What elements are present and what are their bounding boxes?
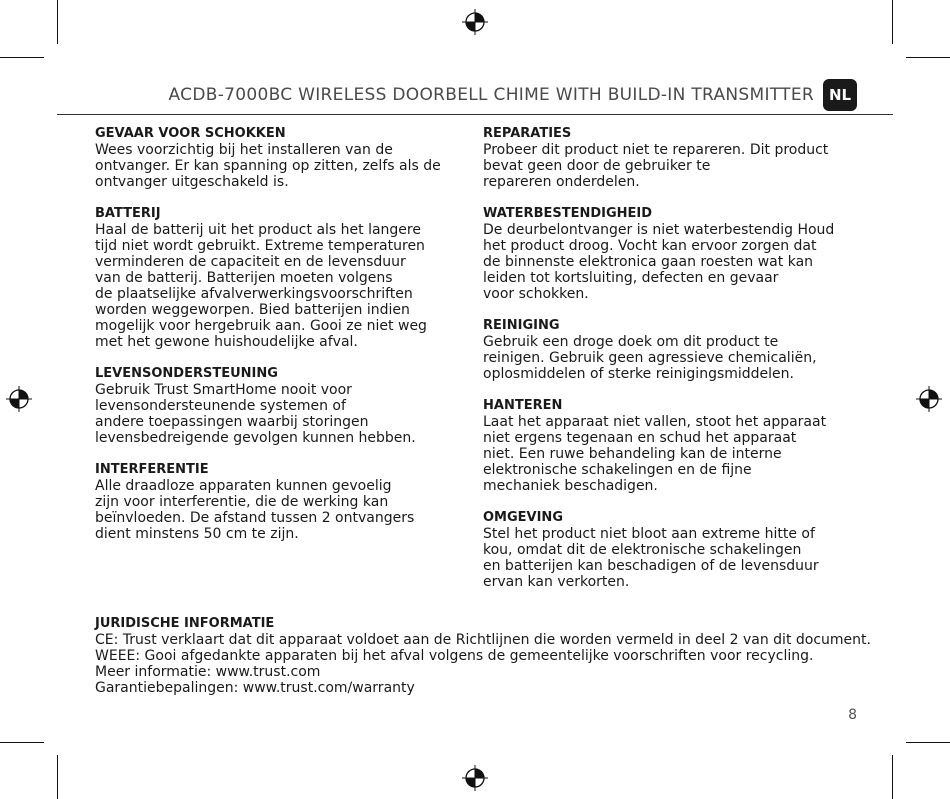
registration-mark-icon bbox=[916, 386, 942, 412]
legal-heading: JURIDISCHE INFORMATIE bbox=[95, 616, 275, 631]
section-heading: OMGEVING bbox=[483, 510, 563, 525]
crop-mark bbox=[892, 0, 893, 44]
section-heading: BATTERIJ bbox=[95, 206, 161, 221]
section-omgeving bbox=[483, 510, 868, 590]
section-heading: REPARATIES bbox=[483, 126, 572, 141]
legal-section bbox=[95, 616, 895, 696]
section-gevaar-voor-schokken bbox=[95, 126, 475, 190]
registration-mark-icon bbox=[462, 9, 488, 35]
crop-mark bbox=[0, 57, 44, 58]
crop-mark bbox=[57, 0, 58, 44]
section-interferentie bbox=[95, 462, 475, 542]
section-waterbestendigheid bbox=[483, 206, 868, 302]
section-batterij bbox=[95, 206, 475, 350]
right-column bbox=[483, 126, 868, 606]
section-body: Probeer dit product niet te repareren. Dit product bevat geen door de gebruiker te repareren onderdelen. bbox=[483, 142, 829, 190]
section-body: Gebruik Trust SmartHome nooit voor levensondersteunende systemen of andere toepassingen waarbij storingen levensbedreigende gevolgen kunnen hebben. bbox=[95, 382, 416, 446]
section-body: Wees voorzichtig bij het installeren van de ontvanger. Er kan spanning op zitten, zelfs als de ontvanger uitgeschakeld is. bbox=[95, 142, 441, 190]
section-body: De deurbelontvanger is niet waterbestendig Houd het product droog. Vocht kan ervoor zorgen dat de binnenste elektronica gaan roesten wat kan leiden tot kortsluiting, defecten en gevaar voor schokken. bbox=[483, 222, 835, 302]
section-reparaties bbox=[483, 126, 868, 190]
section-body: Laat het apparaat niet vallen, stoot het apparaat niet ergens tegenaan en schud het apparaat niet. Een ruwe behandeling kan de interne elektronische schakelingen en de fijne mechaniek beschadigen. bbox=[483, 414, 827, 494]
crop-mark bbox=[0, 742, 44, 743]
crop-mark bbox=[906, 57, 950, 58]
registration-mark-icon bbox=[462, 765, 488, 791]
section-body: Alle draadloze apparaten kunnen gevoelig zijn voor interferentie, die de werking kan beïnvloeden. De afstand tussen 2 ontvangers dient minstens 50 cm te zijn. bbox=[95, 478, 415, 542]
legal-warranty-line: Garantiebepalingen: www.trust.com/warranty bbox=[95, 680, 415, 696]
section-body: Gebruik een droge doek om dit product te reinigen. Gebruik geen agressieve chemicaliën, oplosmiddelen of sterke reinigingsmiddelen. bbox=[483, 334, 817, 382]
crop-mark bbox=[57, 755, 58, 799]
section-body: Haal de batterij uit het product als het langere tijd niet wordt gebruikt. Extreme temperaturen verminderen de capaciteit en de levensduur van de batterij. Batterijen moeten volgens de plaatselijke afvalverwerkingsvoorschriften worden weggeworpen. Bied batterijen indien mogelijk voor hergebruik aan. Gooi ze niet weg met het gewone huishoudelijke afval. bbox=[95, 222, 427, 350]
section-body: Stel het product niet bloot aan extreme hitte of kou, omdat dit de elektronische schakelingen en batterijen kan beschadigen of de levensduur ervan kan verkorten. bbox=[483, 526, 819, 590]
legal-weee-line: WEEE: Gooi afgedankte apparaten bij het afval volgens de gemeentelijke voorschriften voor recycling. bbox=[95, 648, 814, 664]
section-heading: LEVENSONDERSTEUNING bbox=[95, 366, 278, 381]
language-badge: NL bbox=[823, 79, 857, 111]
legal-ce-line: CE: Trust verklaart dat dit apparaat voldoet aan de Richtlijnen die worden vermeld in deel 2 van dit document. bbox=[95, 632, 871, 648]
document-title: ACDB-7000BC WIRELESS DOORBELL CHIME WITH BUILD-IN TRANSMITTER bbox=[168, 85, 814, 105]
registration-mark-icon bbox=[6, 386, 32, 412]
section-heading: WATERBESTENDIGHEID bbox=[483, 206, 653, 221]
section-levensondersteuning bbox=[95, 366, 475, 446]
crop-mark bbox=[906, 742, 950, 743]
section-heading: REINIGING bbox=[483, 318, 560, 333]
crop-mark bbox=[892, 755, 893, 799]
legal-more-info-line: Meer informatie: www.trust.com bbox=[95, 664, 321, 680]
section-reiniging bbox=[483, 318, 868, 382]
section-heading: GEVAAR VOOR SCHOKKEN bbox=[95, 126, 286, 141]
section-hanteren bbox=[483, 398, 868, 494]
page-number: 8 bbox=[848, 707, 857, 723]
section-heading: INTERFERENTIE bbox=[95, 462, 209, 477]
left-column bbox=[95, 126, 475, 558]
header-divider bbox=[57, 114, 893, 115]
section-heading: HANTEREN bbox=[483, 398, 563, 413]
